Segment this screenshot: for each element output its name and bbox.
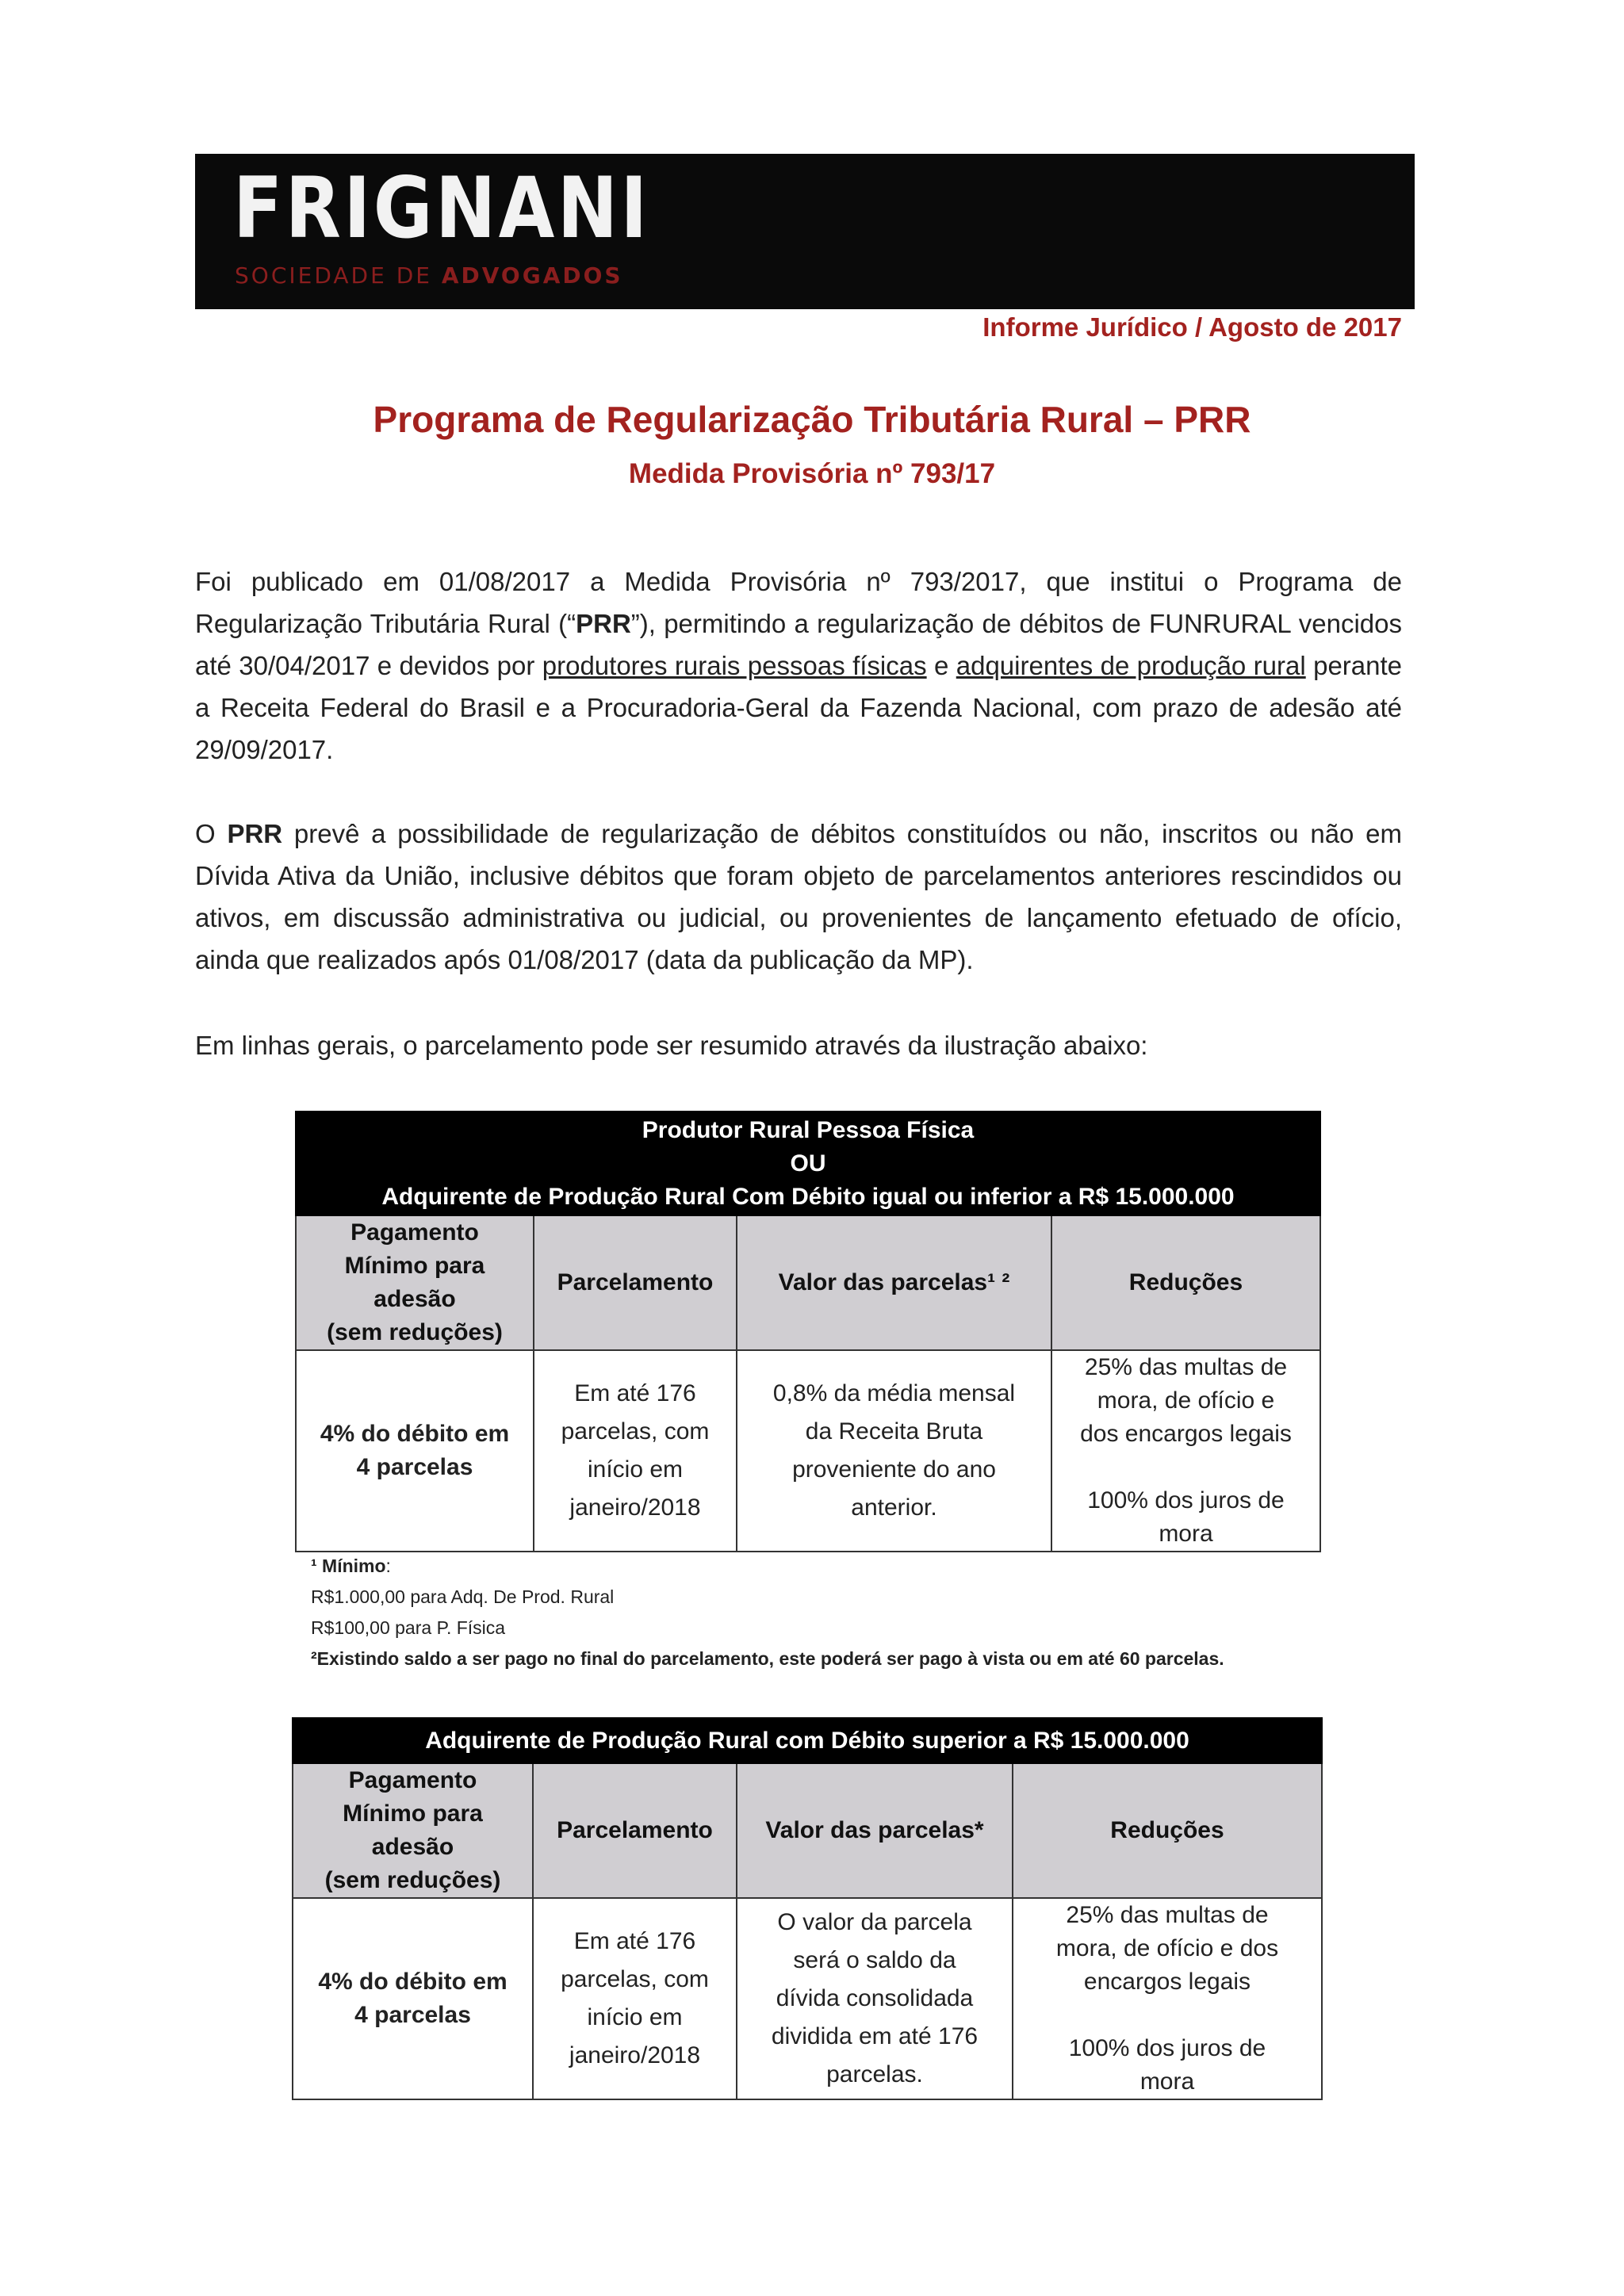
table1-cell3-line-2: da Receita Bruta <box>805 1418 983 1445</box>
paragraph-3: Em linhas gerais, o parcelamento pode ser resumido através da ilustração abaixo: <box>195 1031 1148 1060</box>
table2-cell1-line-1: 4% do débito em <box>318 1969 508 1995</box>
table1-col-pagamento <box>296 1215 534 1350</box>
table1-cell4-line-5: mora <box>1159 1521 1213 1547</box>
table1-cell2-line-3: início em <box>587 1456 684 1483</box>
table2-col1-line-1: Pagamento <box>348 1767 477 1793</box>
table1-header-line-2: OU <box>790 1150 826 1177</box>
table2-cell3-line-5: parcelas. <box>826 2061 923 2087</box>
table2-cell1-line-2: 4 parcelas <box>354 2002 471 2028</box>
p1-text-4: perante a Receita Federal do Brasil e a Procuradoria-Geral da Fazenda Nacional, com prazo de adesão até 29/09/2017. <box>195 651 1403 764</box>
table1-cell1-line-1: 4% do débito em <box>320 1421 510 1447</box>
table2-cell2-line-3: início em <box>587 2004 683 2030</box>
table1-cell1-line-2: 4 parcelas <box>356 1454 473 1480</box>
table2-cell4-line-5: mora <box>1139 2068 1195 2095</box>
table1-cell-pagamento <box>296 1350 534 1552</box>
table1-cell4-line-3: dos encargos legais <box>1080 1421 1292 1447</box>
table1-cell3-line-3: proveniente do ano <box>792 1456 996 1483</box>
table2-cell-valor <box>737 1898 1013 2099</box>
p1-text-1: Foi publicado em 01/08/2017 a Medida Provisória nº 793/2017, que institui o Programa de Regularização Tributária Rural (“ <box>195 567 1402 638</box>
table2-col1-line-4: (sem reduções) <box>324 1867 501 1893</box>
table2-cell4-line-4: 100% dos juros de <box>1068 2035 1266 2061</box>
table1-cell-reducoes <box>1051 1350 1320 1552</box>
table2-cell4-line-3: encargos legais <box>1083 1969 1251 1995</box>
informe-label: Informe Jurídico / Agosto de 2017 <box>982 312 1402 342</box>
table2-col-pagamento <box>293 1763 533 1898</box>
table2-col-reducoes: Reduções <box>1013 1763 1322 1898</box>
table1-col-reducoes: Reduções <box>1051 1215 1320 1350</box>
footnotes <box>311 1551 1224 1674</box>
table1-data-row <box>296 1350 1320 1552</box>
logo-sub-part1: SOCIEDADE DE <box>235 262 442 289</box>
table1-col1-line-4: (sem reduções) <box>327 1319 503 1345</box>
table2-cell3-line-4: dividida em até 176 <box>771 2023 979 2049</box>
table2-cell4-spacer <box>1021 1999 1313 2032</box>
table1-cell3-line-4: anterior. <box>851 1494 937 1521</box>
table1-cell2-line-2: parcelas, com <box>561 1418 710 1445</box>
table1-cell2-line-4: janeiro/2018 <box>569 1494 701 1521</box>
table2-col-valor: Valor das parcelas* <box>737 1763 1013 1898</box>
table1-cell4-spacer <box>1060 1451 1312 1484</box>
table1-col1-line-3: adesão <box>373 1286 456 1312</box>
footnote-1 <box>311 1551 1224 1582</box>
table1-cell-valor <box>737 1350 1051 1552</box>
paragraph-2 <box>195 813 1402 981</box>
table2-cell-parcelamento <box>533 1898 737 2099</box>
footnote-1-bold: ¹ Mínimo <box>311 1556 386 1576</box>
table1-header-line-1: Produtor Rural Pessoa Física <box>642 1116 975 1143</box>
table1-cell3-line-1: 0,8% da média mensal <box>772 1380 1016 1406</box>
p2-text-1: O <box>195 819 228 848</box>
table1-header-row <box>296 1112 1320 1215</box>
table2-cell-pagamento <box>293 1898 533 2099</box>
table2-cell3-line-1: O valor da parcela <box>777 1909 972 1935</box>
table2-column-headers <box>293 1763 1322 1898</box>
table1-cell4-line-4: 100% dos juros de <box>1087 1487 1285 1513</box>
p1-bold-prr: PRR <box>576 609 631 638</box>
p1-underline-1: produtores rurais pessoas físicas <box>542 651 927 680</box>
table2-cell2-line-4: janeiro/2018 <box>569 2042 701 2068</box>
table-produtor-rural <box>295 1111 1321 1552</box>
footnote-2: R$1.000,00 para Adq. De Prod. Rural <box>311 1586 615 1607</box>
p2-bold-prr: PRR <box>227 819 283 848</box>
table2-cell3-line-3: dívida consolidada <box>776 1985 974 2011</box>
table2-cell2-line-1: Em até 176 <box>573 1928 696 1954</box>
paragraph-1 <box>195 561 1402 771</box>
footnote-1-rest: : <box>385 1556 391 1576</box>
table2-col1-line-2: Mínimo para <box>343 1800 483 1827</box>
table2-data-row <box>293 1898 1322 2099</box>
table2-col-parcelamento: Parcelamento <box>533 1763 737 1898</box>
p2-text-2: prevê a possibilidade de regularização de débitos constituídos ou não, inscritos ou não em Dívida Ativa da União, inclusive débitos que foram objeto de parcelamentos anteriores rescindidos ou ativos, em discussão administrativa ou judicial, ou provenientes de lançamento efetuado de ofício, ainda que realizados após 01/08/2017 (data da publicação da MP). <box>195 819 1402 974</box>
table1-cell4-line-1: 25% das multas de <box>1084 1354 1288 1380</box>
logo-subtitle <box>235 262 623 289</box>
table2-cell-reducoes <box>1013 1898 1322 2099</box>
logo-sub-part2: ADVOGADOS <box>441 262 623 289</box>
table2-header: Adquirente de Produção Rural com Débito superior a R$ 15.000.000 <box>293 1718 1322 1763</box>
page-title: Programa de Regularização Tributária Rural – PRR <box>373 399 1251 440</box>
table2-cell2-line-2: parcelas, com <box>561 1966 709 1992</box>
page-subtitle: Medida Provisória nº 793/17 <box>628 458 996 489</box>
table1-cell2-line-1: Em até 176 <box>574 1380 696 1406</box>
table1-header <box>296 1112 1320 1215</box>
table1-column-headers <box>296 1215 1320 1350</box>
table1-col-parcelamento: Parcelamento <box>534 1215 737 1350</box>
table2-header-row <box>293 1718 1322 1763</box>
logo-banner <box>195 154 1415 309</box>
table1-col1-line-2: Mínimo para <box>344 1253 485 1279</box>
table2-cell4-line-1: 25% das multas de <box>1066 1902 1269 1928</box>
table1-col-valor: Valor das parcelas¹ ² <box>737 1215 1051 1350</box>
footnote-4: ²Existindo saldo a ser pago no final do parcelamento, este poderá ser pago à vista ou em até 60 parcelas. <box>311 1648 1224 1669</box>
table2-col1-line-3: adesão <box>371 1834 454 1860</box>
table1-header-line-3: Adquirente de Produção Rural Com Débito igual ou inferior a R$ 15.000.000 <box>381 1183 1235 1210</box>
p1-text-3: e <box>926 651 956 680</box>
table2-cell4-line-2: mora, de ofício e dos <box>1055 1935 1279 1961</box>
table-adquirente-superior <box>292 1717 1323 2100</box>
table2-cell3-line-2: será o saldo da <box>793 1947 956 1973</box>
logo-wordmark: FRIGNANI <box>233 159 650 257</box>
footnote-3: R$100,00 para P. Física <box>311 1617 506 1638</box>
table1-col1-line-1: Pagamento <box>350 1219 479 1246</box>
table1-cell4-line-2: mora, de ofício e <box>1097 1387 1275 1414</box>
p1-text-2: ”), permitindo a regularização de débitos de FUNRURAL vencidos até 30/04/2017 e devidos por <box>195 609 1403 680</box>
table1-cell-parcelamento <box>534 1350 737 1552</box>
p1-underline-2: adquirentes de produção rural <box>956 651 1306 680</box>
